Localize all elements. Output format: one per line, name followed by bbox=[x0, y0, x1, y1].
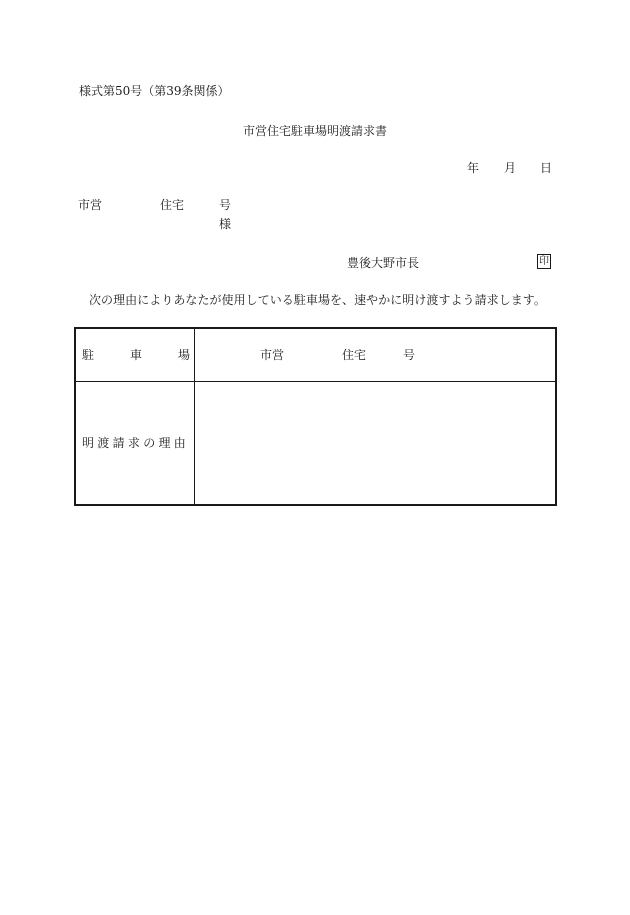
document-title: 市営住宅駐車場明渡請求書 bbox=[242, 124, 387, 138]
parking-label-char: 車 bbox=[129, 348, 142, 362]
seal-stamp-box: 印 bbox=[539, 256, 549, 267]
reason-label: 明渡請求の理由 bbox=[82, 436, 190, 450]
parking-label-char: 駐 bbox=[82, 348, 95, 362]
recipient-housing-label: 住宅 bbox=[160, 198, 185, 212]
parking-label-char: 場 bbox=[177, 348, 190, 362]
table-column-divider bbox=[194, 329, 195, 504]
parking-label bbox=[82, 348, 190, 362]
info-table bbox=[74, 327, 557, 506]
request-statement: 次の理由によりあなたが使用している駐車場を、速やかに明け渡すよう請求します。 bbox=[89, 293, 546, 307]
recipient-city-label: 市営 bbox=[78, 198, 103, 212]
table-row-divider bbox=[76, 381, 555, 382]
sender-name: 豊後大野市長 bbox=[347, 256, 420, 270]
recipient-honorific: 様 bbox=[219, 217, 232, 231]
recipient-number-label: 号 bbox=[219, 198, 232, 212]
date-year-label: 年 bbox=[467, 161, 480, 175]
parking-housing-label: 住宅 bbox=[342, 348, 367, 362]
form-number: 様式第50号（第39条関係） bbox=[79, 84, 230, 98]
parking-city-label: 市営 bbox=[260, 348, 285, 362]
parking-number-label: 号 bbox=[403, 348, 416, 362]
date-month-label: 月 bbox=[504, 161, 517, 175]
date-day-label: 日 bbox=[540, 161, 553, 175]
